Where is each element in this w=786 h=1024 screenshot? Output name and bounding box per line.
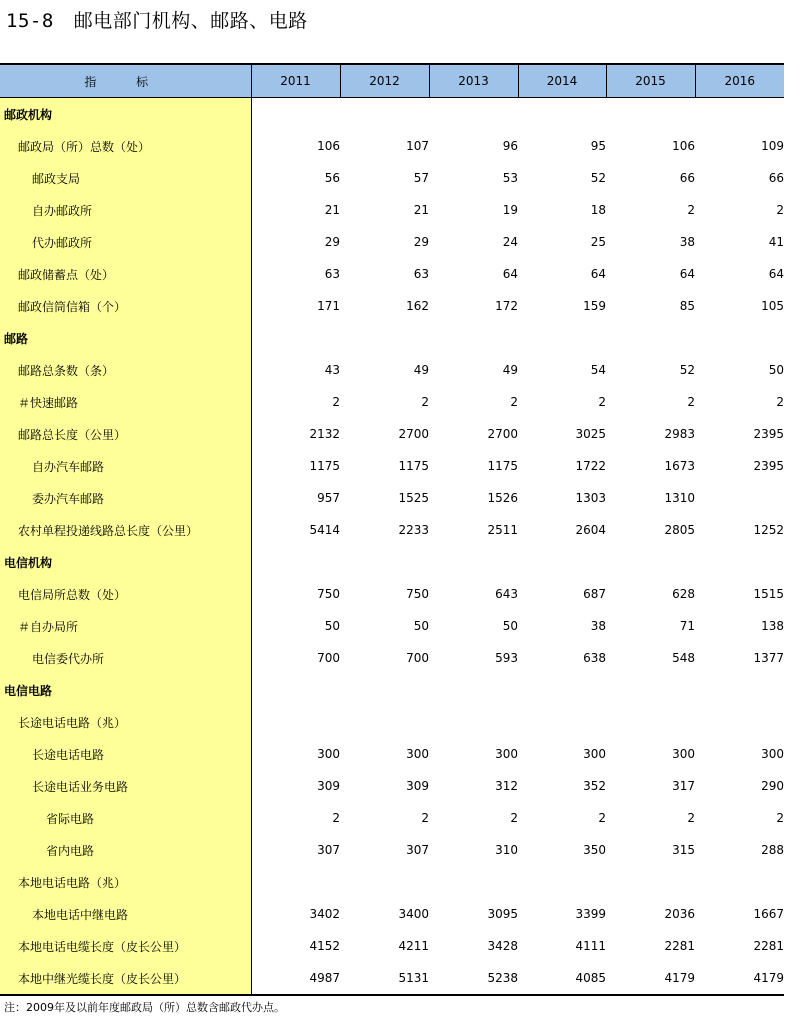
value-cell: 1252 <box>753 523 784 537</box>
value-cell <box>429 674 518 706</box>
value-cell: 750 <box>406 587 429 601</box>
value-cell: 1673 <box>664 459 695 473</box>
row-label: 自办邮政所 <box>0 194 251 226</box>
value-cell: 162 <box>406 299 429 313</box>
value-cell: 2 <box>776 203 784 217</box>
value-cell: 750 <box>317 587 340 601</box>
value-cell: 4085 <box>518 962 606 995</box>
value-cell <box>340 546 429 578</box>
value-cell: 21 <box>413 203 429 217</box>
row-label: 农村单程投递线路总长度（公里） <box>0 514 251 546</box>
value-cell: 2511 <box>487 523 518 537</box>
table-row <box>0 354 784 386</box>
value-cell <box>606 674 695 706</box>
value-cell: 18 <box>590 203 606 217</box>
table-row <box>0 930 784 962</box>
table-body <box>0 98 784 996</box>
value-cell: 66 <box>768 171 784 185</box>
value-cell: 2604 <box>575 523 606 537</box>
row-label: 长途电话业务电路 <box>0 770 251 802</box>
value-cell: 64 <box>590 267 606 281</box>
value-cell: 548 <box>672 651 695 665</box>
value-cell <box>251 706 340 738</box>
table-row <box>0 226 784 258</box>
value-cell: 2 <box>332 395 340 409</box>
table-row <box>0 194 784 226</box>
row-label: ＃自办局所 <box>0 610 251 642</box>
table-number: 15-8 <box>6 10 54 32</box>
section-heading: 电信电路 <box>0 674 251 706</box>
value-cell: 300 <box>672 747 695 761</box>
value-cell <box>251 322 340 354</box>
value-cell: 317 <box>672 779 695 793</box>
value-cell: 2700 <box>487 427 518 441</box>
value-cell: 350 <box>583 843 606 857</box>
value-cell: 19 <box>502 203 518 217</box>
value-cell: 2 <box>510 811 518 825</box>
footnote: 注：2009年及以前年度邮政局（所）总数含邮政代办点。 <box>4 1001 285 1014</box>
value-cell: 50 <box>768 363 784 377</box>
value-cell: 2281 <box>664 939 695 953</box>
value-cell <box>340 866 429 898</box>
value-cell: 5414 <box>309 523 340 537</box>
value-cell: 1175 <box>309 459 340 473</box>
value-cell <box>695 482 784 514</box>
value-cell: 2 <box>598 811 606 825</box>
table-row <box>0 610 784 642</box>
table-row <box>0 706 784 738</box>
value-cell: 4987 <box>251 962 340 995</box>
value-cell: 29 <box>413 235 429 249</box>
value-cell: 38 <box>590 619 606 633</box>
value-cell <box>251 674 340 706</box>
value-cell: 3428 <box>487 939 518 953</box>
value-cell: 300 <box>583 747 606 761</box>
value-cell: 106 <box>317 139 340 153</box>
value-cell: 2 <box>776 395 784 409</box>
value-cell <box>429 322 518 354</box>
value-cell: 4152 <box>309 939 340 953</box>
value-cell: 95 <box>590 139 606 153</box>
value-cell: 687 <box>583 587 606 601</box>
value-cell: 300 <box>761 747 784 761</box>
value-cell: 2 <box>687 203 695 217</box>
value-cell <box>606 322 695 354</box>
row-label: 自办汽车邮路 <box>0 450 251 482</box>
value-cell <box>518 546 606 578</box>
header-year: 2012 <box>340 64 429 98</box>
row-label: 省际电路 <box>0 802 251 834</box>
value-cell <box>429 706 518 738</box>
value-cell: 21 <box>324 203 340 217</box>
table-row <box>0 834 784 866</box>
value-cell: 50 <box>413 619 429 633</box>
table-row <box>0 866 784 898</box>
value-cell: 700 <box>317 651 340 665</box>
table-row <box>0 418 784 450</box>
value-cell: 288 <box>761 843 784 857</box>
table-row <box>0 290 784 322</box>
table-title: 邮电部门机构、邮路、电路 <box>73 10 308 32</box>
table-row <box>0 898 784 930</box>
value-cell: 700 <box>406 651 429 665</box>
value-cell: 315 <box>672 843 695 857</box>
value-cell <box>695 866 784 898</box>
value-cell: 52 <box>590 171 606 185</box>
value-cell: 57 <box>413 171 429 185</box>
value-cell: 307 <box>406 843 429 857</box>
row-label: 邮政局（所）总数（处） <box>0 130 251 162</box>
value-cell: 29 <box>324 235 340 249</box>
value-cell <box>695 546 784 578</box>
value-cell: 56 <box>324 171 340 185</box>
value-cell <box>340 706 429 738</box>
value-cell: 628 <box>672 587 695 601</box>
row-label: 本地中继光缆长度（皮长公里） <box>0 962 251 995</box>
value-cell: 52 <box>679 363 695 377</box>
value-cell: 1175 <box>487 459 518 473</box>
value-cell: 4111 <box>575 939 606 953</box>
row-label: 邮路总长度（公里） <box>0 418 251 450</box>
value-cell: 2983 <box>664 427 695 441</box>
value-cell: 3400 <box>398 907 429 921</box>
value-cell: 106 <box>672 139 695 153</box>
value-cell: 2 <box>421 395 429 409</box>
value-cell: 2805 <box>664 523 695 537</box>
value-cell <box>695 98 784 131</box>
section-heading: 电信机构 <box>0 546 251 578</box>
row-label: 邮政支局 <box>0 162 251 194</box>
value-cell: 2233 <box>398 523 429 537</box>
row-label: 委办汽车邮路 <box>0 482 251 514</box>
value-cell: 25 <box>590 235 606 249</box>
value-cell: 50 <box>502 619 518 633</box>
row-label: 省内电路 <box>0 834 251 866</box>
value-cell: 96 <box>502 139 518 153</box>
value-cell <box>518 866 606 898</box>
table-row <box>0 770 784 802</box>
value-cell: 643 <box>495 587 518 601</box>
row-label: 电信局所总数（处） <box>0 578 251 610</box>
value-cell <box>251 98 340 131</box>
value-cell: 2395 <box>753 459 784 473</box>
value-cell: 64 <box>679 267 695 281</box>
value-cell: 3399 <box>575 907 606 921</box>
header-row <box>0 64 784 98</box>
row-label: 长途电话电路（兆） <box>0 706 251 738</box>
table-row <box>0 130 784 162</box>
value-cell: 1310 <box>664 491 695 505</box>
row-label: 邮路总条数（条） <box>0 354 251 386</box>
value-cell <box>695 674 784 706</box>
value-cell: 2132 <box>309 427 340 441</box>
value-cell <box>606 706 695 738</box>
value-cell: 2395 <box>753 427 784 441</box>
value-cell: 2281 <box>753 939 784 953</box>
statistics-table <box>0 63 784 996</box>
value-cell <box>251 546 340 578</box>
value-cell <box>429 546 518 578</box>
value-cell: 1175 <box>398 459 429 473</box>
value-cell: 3095 <box>487 907 518 921</box>
value-cell: 1515 <box>753 587 784 601</box>
value-cell <box>518 706 606 738</box>
value-cell: 159 <box>583 299 606 313</box>
value-cell <box>340 322 429 354</box>
row-label: 本地电话电缆长度（皮长公里） <box>0 930 251 962</box>
header-year: 2014 <box>518 64 606 98</box>
table-row <box>0 514 784 546</box>
value-cell: 4179 <box>606 962 695 995</box>
value-cell: 54 <box>590 363 606 377</box>
value-cell: 307 <box>317 843 340 857</box>
value-cell: 38 <box>679 235 695 249</box>
page-title <box>6 6 308 33</box>
value-cell: 24 <box>502 235 518 249</box>
header-year: 2015 <box>606 64 695 98</box>
value-cell: 310 <box>495 843 518 857</box>
value-cell: 107 <box>406 139 429 153</box>
value-cell: 5131 <box>340 962 429 995</box>
value-cell: 63 <box>324 267 340 281</box>
value-cell: 138 <box>761 619 784 633</box>
value-cell <box>606 546 695 578</box>
value-cell: 2036 <box>664 907 695 921</box>
value-cell: 3025 <box>575 427 606 441</box>
value-cell: 2 <box>776 811 784 825</box>
value-cell: 300 <box>406 747 429 761</box>
table-row <box>0 386 784 418</box>
value-cell: 300 <box>495 747 518 761</box>
row-label: ＃快速邮路 <box>0 386 251 418</box>
row-label: 代办邮政所 <box>0 226 251 258</box>
value-cell: 1526 <box>487 491 518 505</box>
value-cell: 957 <box>317 491 340 505</box>
value-cell: 41 <box>768 235 784 249</box>
value-cell: 1525 <box>398 491 429 505</box>
value-cell: 312 <box>495 779 518 793</box>
value-cell: 638 <box>583 651 606 665</box>
row-label: 邮政储蓄点（处） <box>0 258 251 290</box>
table-row <box>0 450 784 482</box>
value-cell: 3402 <box>309 907 340 921</box>
value-cell: 2700 <box>398 427 429 441</box>
value-cell: 49 <box>413 363 429 377</box>
table-row <box>0 962 784 995</box>
value-cell: 309 <box>406 779 429 793</box>
value-cell: 5238 <box>429 962 518 995</box>
table-row <box>0 642 784 674</box>
value-cell: 2 <box>421 811 429 825</box>
value-cell <box>606 98 695 131</box>
header-year: 2016 <box>695 64 784 98</box>
value-cell <box>429 866 518 898</box>
value-cell <box>340 674 429 706</box>
value-cell <box>518 98 606 131</box>
table-row <box>0 578 784 610</box>
value-cell: 1722 <box>575 459 606 473</box>
value-cell: 172 <box>495 299 518 313</box>
value-cell: 352 <box>583 779 606 793</box>
row-label: 长途电话电路 <box>0 738 251 770</box>
section-heading: 邮政机构 <box>0 98 251 131</box>
value-cell: 1303 <box>575 491 606 505</box>
value-cell: 4179 <box>695 962 784 995</box>
value-cell <box>429 98 518 131</box>
table-row <box>0 802 784 834</box>
value-cell <box>695 706 784 738</box>
value-cell: 66 <box>679 171 695 185</box>
table-row <box>0 98 784 131</box>
row-label: 本地电话中继电路 <box>0 898 251 930</box>
value-cell: 2 <box>598 395 606 409</box>
table-row <box>0 258 784 290</box>
value-cell: 105 <box>761 299 784 313</box>
row-label: 邮政信筒信箱（个） <box>0 290 251 322</box>
value-cell <box>606 866 695 898</box>
row-label: 电信委代办所 <box>0 642 251 674</box>
value-cell: 4211 <box>398 939 429 953</box>
value-cell: 2 <box>687 811 695 825</box>
value-cell <box>251 866 340 898</box>
value-cell: 109 <box>761 139 784 153</box>
table-row <box>0 162 784 194</box>
table-row <box>0 546 784 578</box>
row-label: 本地电话电路（兆） <box>0 866 251 898</box>
value-cell: 49 <box>502 363 518 377</box>
header-indicator: 指 标 <box>0 64 251 98</box>
value-cell: 63 <box>413 267 429 281</box>
value-cell: 50 <box>324 619 340 633</box>
value-cell: 309 <box>317 779 340 793</box>
value-cell <box>695 322 784 354</box>
value-cell: 71 <box>679 619 695 633</box>
value-cell: 43 <box>324 363 340 377</box>
table-row <box>0 322 784 354</box>
value-cell: 290 <box>761 779 784 793</box>
value-cell: 64 <box>502 267 518 281</box>
value-cell <box>518 322 606 354</box>
table-row <box>0 738 784 770</box>
table-row <box>0 482 784 514</box>
header-year: 2011 <box>251 64 340 98</box>
value-cell: 2 <box>687 395 695 409</box>
section-heading: 邮路 <box>0 322 251 354</box>
value-cell <box>518 674 606 706</box>
value-cell: 53 <box>502 171 518 185</box>
table-row <box>0 674 784 706</box>
value-cell: 1377 <box>753 651 784 665</box>
value-cell: 300 <box>317 747 340 761</box>
value-cell: 2 <box>510 395 518 409</box>
value-cell: 85 <box>679 299 695 313</box>
header-year: 2013 <box>429 64 518 98</box>
value-cell: 171 <box>317 299 340 313</box>
value-cell: 593 <box>495 651 518 665</box>
value-cell: 2 <box>332 811 340 825</box>
value-cell: 1667 <box>753 907 784 921</box>
value-cell <box>340 98 429 131</box>
value-cell: 64 <box>768 267 784 281</box>
